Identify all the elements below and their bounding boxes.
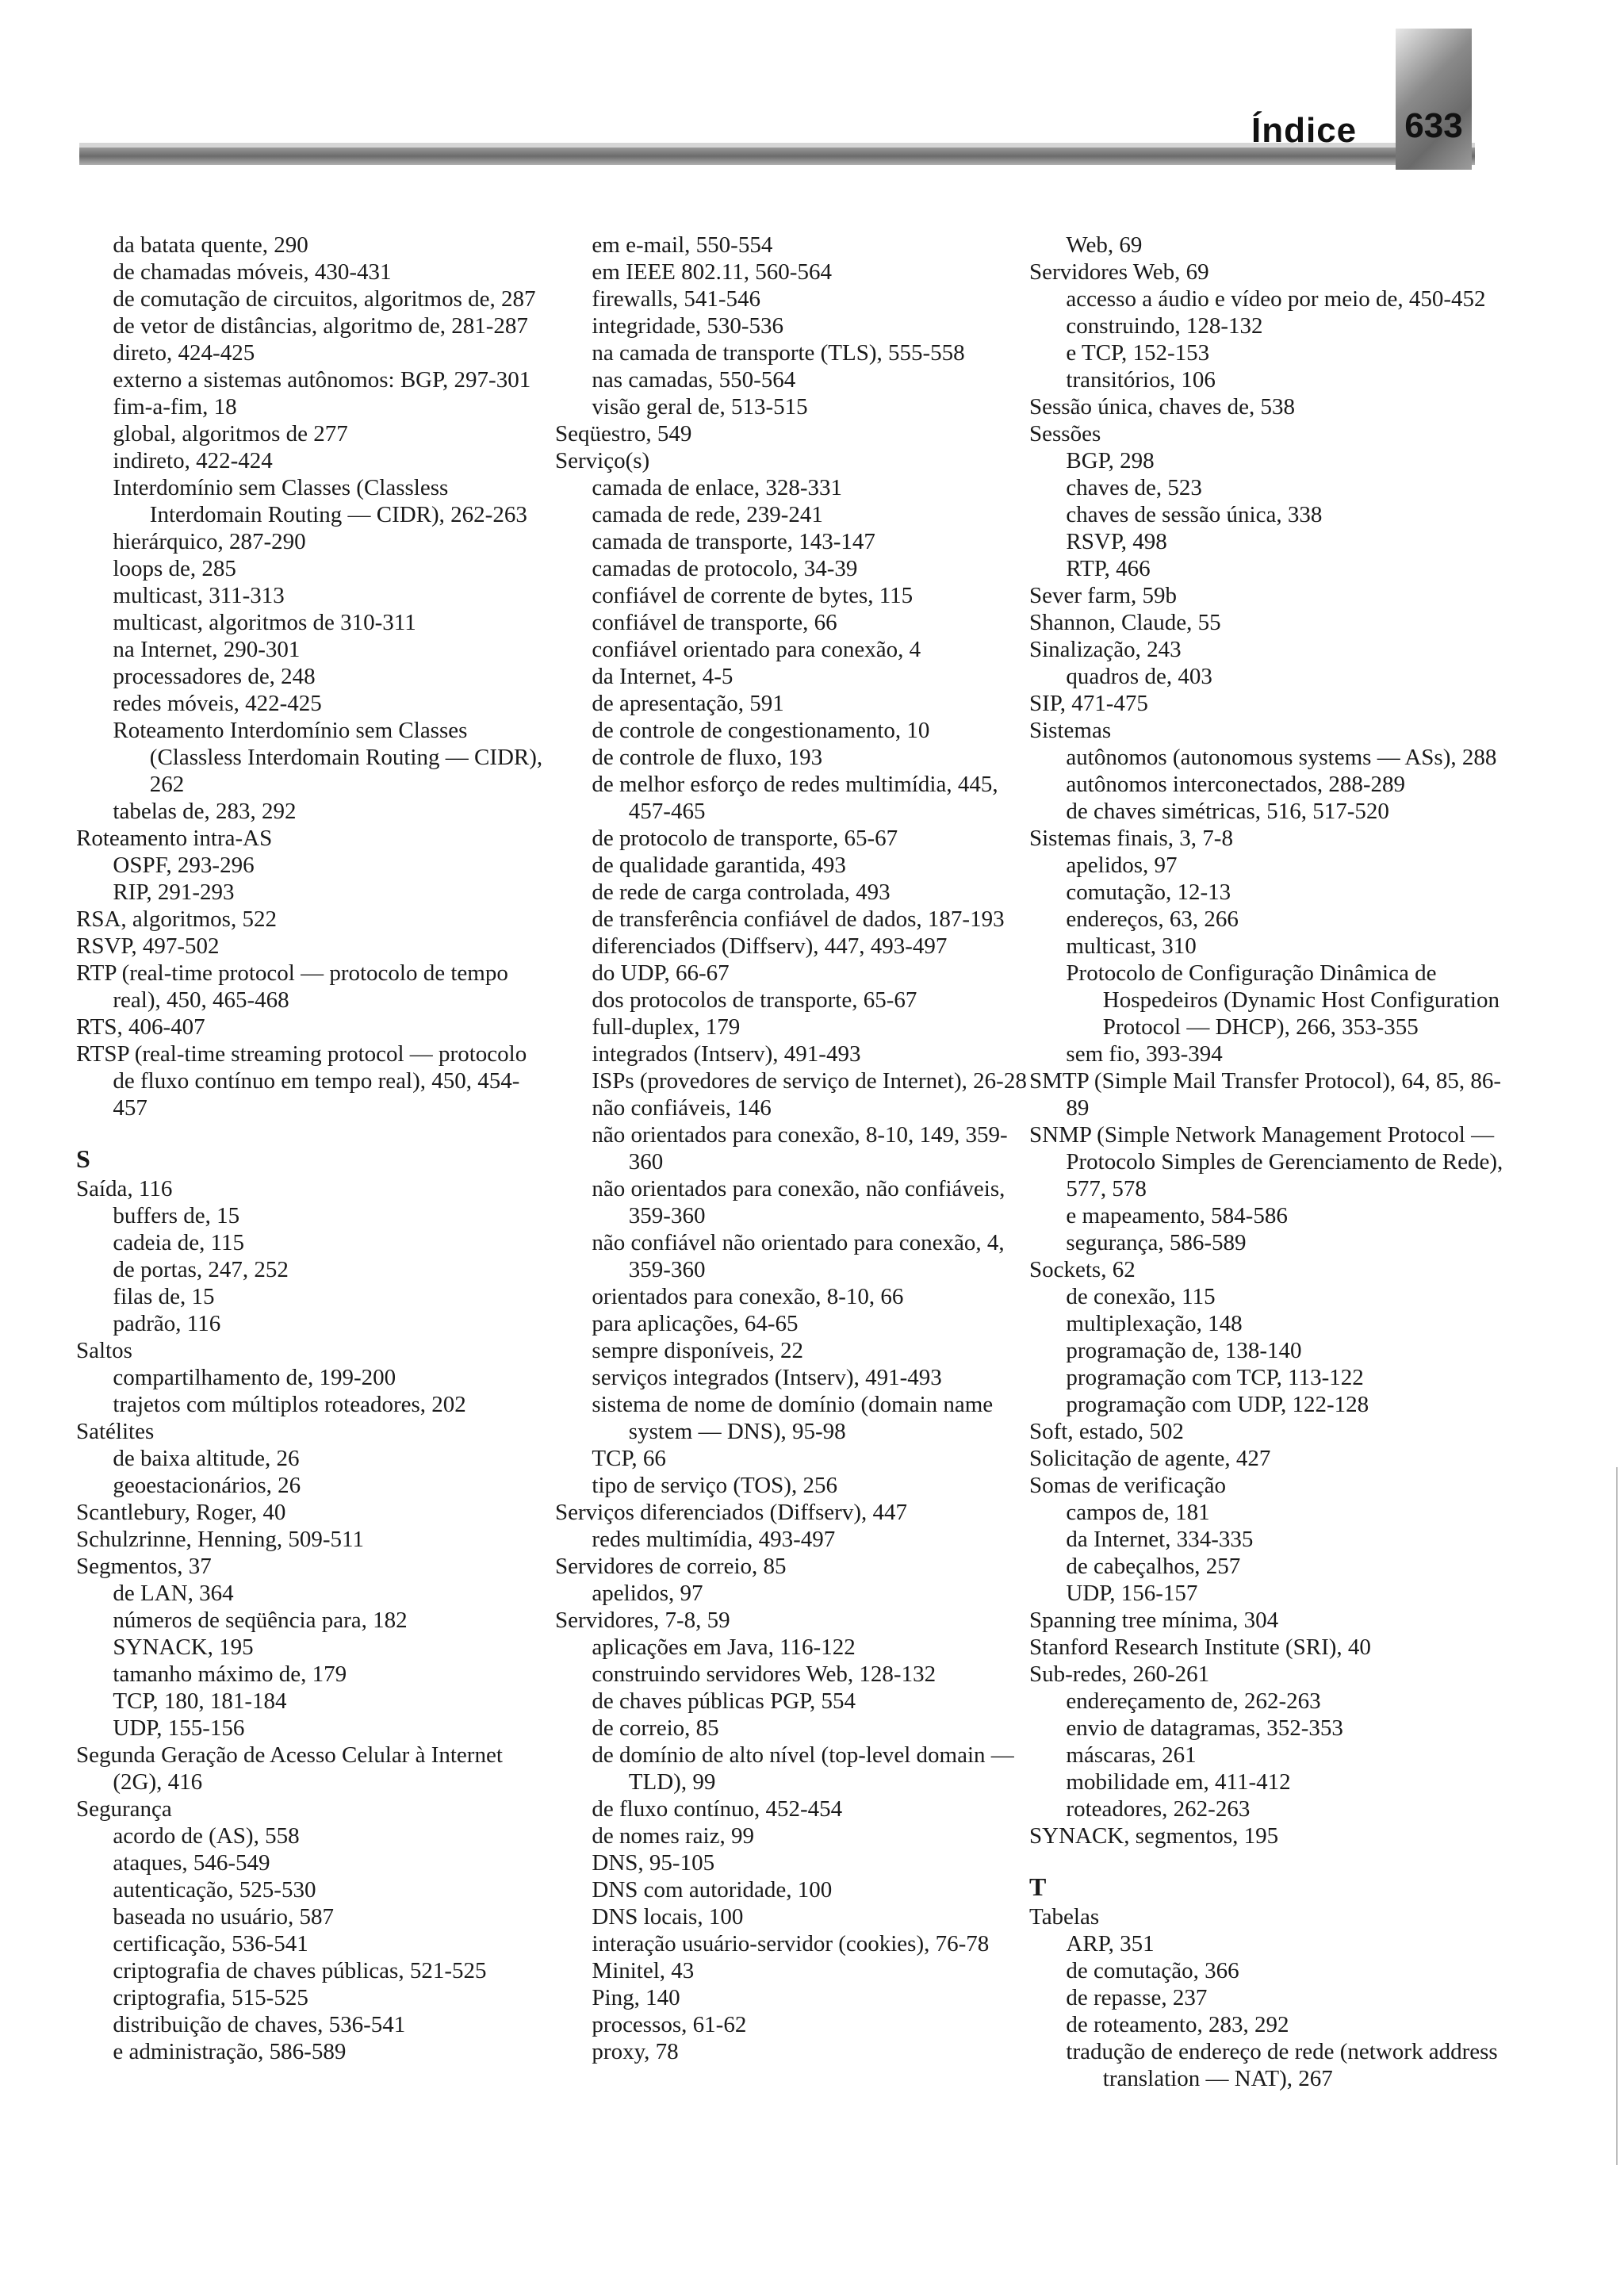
- index-entry: Scantlebury, Roger, 40: [76, 1500, 286, 1525]
- index-subentry: UDP, 155-156: [113, 1715, 245, 1741]
- index-entry: SMTP (Simple Mail Transfer Protocol), 64, 85, 86-89: [1029, 1068, 1502, 1121]
- index-subentry: de cabeçalhos, 257: [1066, 1554, 1241, 1579]
- index-entry: Sever farm, 59b: [1029, 583, 1178, 608]
- index-entry: RTS, 406-407: [76, 1014, 205, 1040]
- index-subentry: roteadores, 262-263: [1066, 1796, 1251, 1822]
- index-subentry: endereçamento de, 262-263: [1066, 1688, 1321, 1714]
- index-entry: SIP, 471-475: [1029, 691, 1148, 716]
- index-subentry: baseada no usuário, 587: [113, 1904, 335, 1930]
- index-subentry: confiável de transporte, 66: [592, 610, 837, 635]
- index-entry: Somas de verificação: [1029, 1473, 1227, 1498]
- index-subentry: camada de enlace, 328-331: [592, 475, 843, 500]
- index-subentry: diferenciados (Diffserv), 447, 493-497: [592, 933, 948, 959]
- index-entry: Schulzrinne, Henning, 509-511: [76, 1527, 364, 1552]
- index-subentry: integrados (Intserv), 491-493: [592, 1041, 861, 1067]
- index-entry: Sub-redes, 260-261: [1029, 1661, 1210, 1687]
- index-subentry: de correio, 85: [592, 1715, 719, 1741]
- index-subentry: não orientados para conexão, 8-10, 149, 359-360: [592, 1122, 1008, 1175]
- index-subentry: números de seqüência para, 182: [113, 1608, 408, 1633]
- index-subentry: hierárquico, 287-290: [113, 529, 306, 554]
- index-subentry: cadeia de, 115: [113, 1230, 244, 1255]
- index-entry: Segurança: [76, 1796, 172, 1822]
- index-subentry: transitórios, 106: [1066, 367, 1216, 393]
- index-subentry: confiável de corrente de bytes, 115: [592, 583, 914, 608]
- index-subentry: multicast, algoritmos de 310-311: [113, 610, 416, 635]
- index-entry: Saltos: [76, 1338, 132, 1363]
- index-subentry: Ping, 140: [592, 1985, 680, 2010]
- index-subentry: multicast, 311-313: [113, 583, 285, 608]
- index-entry: Stanford Research Institute (SRI), 40: [1029, 1635, 1371, 1660]
- section-letter: S: [76, 1144, 90, 1173]
- index-subentry: de transferência confiável de dados, 187-193: [592, 906, 1005, 932]
- index-subentry: na Internet, 290-301: [113, 637, 301, 662]
- index-subentry: não orientados para conexão, não confiáveis, 359-360: [592, 1176, 1005, 1228]
- index-subentry: de comutação de circuitos, algoritmos de, 287: [113, 286, 536, 312]
- index-subentry: em e-mail, 550-554: [592, 232, 773, 258]
- index-subentry: trajetos com múltiplos roteadores, 202: [113, 1392, 466, 1417]
- index-subentry: de baixa altitude, 26: [113, 1446, 300, 1471]
- index-subentry: geoestacionários, 26: [113, 1473, 301, 1498]
- index-subentry: endereços, 63, 266: [1066, 906, 1239, 932]
- index-entry: Servidores, 7-8, 59: [555, 1608, 730, 1633]
- index-subentry: Web, 69: [1066, 232, 1143, 258]
- index-subentry: de controle de congestionamento, 10: [592, 718, 930, 743]
- page-edge-line: [1616, 1467, 1618, 2165]
- index-entry: Serviços diferenciados (Diffserv), 447: [555, 1500, 907, 1525]
- index-subentry: criptografia, 515-525: [113, 1985, 308, 2010]
- index-subentry: UDP, 156-157: [1066, 1581, 1198, 1606]
- index-subentry: quadros de, 403: [1066, 664, 1212, 689]
- index-subentry: de controle de fluxo, 193: [592, 745, 823, 770]
- index-subentry: em IEEE 802.11, 560-564: [592, 259, 832, 285]
- index-entry: Sessões: [1029, 421, 1101, 446]
- index-subentry: de conexão, 115: [1066, 1284, 1216, 1309]
- index-entry: Segunda Geração de Acesso Celular à Internet (2G), 416: [76, 1742, 503, 1795]
- index-entry: SNMP (Simple Network Management Protocol — Protocolo Simples de Gerenciamento de Rede), 577, 578: [1029, 1122, 1503, 1201]
- index-subentry: de LAN, 364: [113, 1581, 234, 1606]
- index-subentry: ataques, 546-549: [113, 1850, 270, 1876]
- index-subentry: não confiáveis, 146: [592, 1095, 772, 1121]
- index-entry: Servidores de correio, 85: [555, 1554, 787, 1579]
- index-subentry: TCP, 180, 181-184: [113, 1688, 287, 1714]
- index-subentry: apelidos, 97: [1066, 853, 1178, 878]
- index-subentry: de chamadas móveis, 430-431: [113, 259, 392, 285]
- index-subentry: de domínio de alto nível (top-level domain — TLD), 99: [592, 1742, 1014, 1795]
- index-subentry: global, algoritmos de 277: [113, 421, 348, 446]
- index-subentry: distribuição de chaves, 536-541: [113, 2012, 406, 2037]
- index-subentry: criptografia de chaves públicas, 521-525: [113, 1958, 487, 1983]
- index-entry: Sinalização, 243: [1029, 637, 1182, 662]
- index-entry: RSA, algoritmos, 522: [76, 906, 277, 932]
- section-letter: T: [1029, 1872, 1047, 1901]
- index-entry: Segmentos, 37: [76, 1554, 212, 1579]
- index-subentry: RIP, 291-293: [113, 880, 235, 905]
- page-number: 633: [1404, 106, 1463, 145]
- index-subentry: programação com UDP, 122-128: [1066, 1392, 1369, 1417]
- index-subentry: de comutação, 366: [1066, 1958, 1239, 1983]
- index-entry: Sistemas: [1029, 718, 1112, 743]
- index-subentry: para aplicações, 64-65: [592, 1311, 799, 1336]
- index-subentry: segurança, 586-589: [1066, 1230, 1247, 1255]
- index-subentry: DNS, 95-105: [592, 1850, 715, 1876]
- index-subentry: Interdomínio sem Classes (Classless Interdomain Routing — CIDR), 262-263: [113, 475, 527, 527]
- index-entry: RTP (real-time protocol — protocolo de tempo real), 450, 465-468: [76, 960, 508, 1013]
- index-subentry: chaves de sessão única, 338: [1066, 502, 1323, 527]
- index-subentry: máscaras, 261: [1066, 1742, 1197, 1768]
- index-subentry: redes multimídia, 493-497: [592, 1527, 836, 1552]
- index-subentry: de rede de carga controlada, 493: [592, 880, 891, 905]
- index-subentry: de nomes raiz, 99: [592, 1823, 754, 1849]
- index-subentry: sempre disponíveis, 22: [592, 1338, 804, 1363]
- index-subentry: tamanho máximo de, 179: [113, 1661, 347, 1687]
- index-subentry: BGP, 298: [1066, 448, 1155, 473]
- index-subentry: tradução de endereço de rede (network address translation — NAT), 267: [1066, 2039, 1498, 2091]
- index-entry: Solicitação de agente, 427: [1029, 1446, 1271, 1471]
- index-subentry: campos de, 181: [1066, 1500, 1210, 1525]
- index-subentry: loops de, 285: [113, 556, 236, 581]
- index-subentry: de portas, 247, 252: [113, 1257, 289, 1282]
- index-subentry: camadas de protocolo, 34-39: [592, 556, 858, 581]
- index-subentry: tipo de serviço (TOS), 256: [592, 1473, 837, 1498]
- index-subentry: de melhor esforço de redes multimídia, 445, 457-465: [592, 772, 998, 824]
- index-subentry: autenticação, 525-530: [113, 1877, 316, 1903]
- index-entry: Sessão única, chaves de, 538: [1029, 394, 1296, 420]
- index-subentry: envio de datagramas, 352-353: [1066, 1715, 1343, 1741]
- index-entry: Seqüestro, 549: [555, 421, 692, 446]
- index-subentry: firewalls, 541-546: [592, 286, 761, 312]
- index-subentry: processos, 61-62: [592, 2012, 747, 2037]
- index-subentry: construindo servidores Web, 128-132: [592, 1661, 936, 1687]
- index-subentry: multicast, 310: [1066, 933, 1197, 959]
- index-subentry: programação com TCP, 113-122: [1066, 1365, 1364, 1390]
- index-subentry: orientados para conexão, 8-10, 66: [592, 1284, 904, 1309]
- index-subentry: OSPF, 293-296: [113, 853, 255, 878]
- index-column-1: [76, 232, 552, 2065]
- index-subentry: multiplexação, 148: [1066, 1311, 1243, 1336]
- index-subentry: TCP, 66: [592, 1446, 666, 1471]
- index-subentry: RTP, 466: [1066, 556, 1151, 581]
- index-subentry: externo a sistemas autônomos: BGP, 297-301: [113, 367, 531, 393]
- index-subentry: autônomos (autonomous systems — ASs), 288: [1066, 745, 1497, 770]
- index-entry: Spanning tree mínima, 304: [1029, 1608, 1279, 1633]
- index-subentry: Roteamento Interdomínio sem Classes (Classless Interdomain Routing — CIDR), 262: [113, 718, 543, 797]
- index-column-3: [1029, 232, 1521, 2092]
- index-subentry: do UDP, 66-67: [592, 960, 730, 986]
- index-subentry: tabelas de, 283, 292: [113, 799, 297, 824]
- index-subentry: de chaves públicas PGP, 554: [592, 1688, 856, 1714]
- index-subentry: da Internet, 4-5: [592, 664, 733, 689]
- index-subentry: e administração, 586-589: [113, 2039, 347, 2064]
- index-subentry: camada de rede, 239-241: [592, 502, 823, 527]
- index-entry: Shannon, Claude, 55: [1029, 610, 1221, 635]
- index-subentry: sem fio, 393-394: [1066, 1041, 1223, 1067]
- index-subentry: filas de, 15: [113, 1284, 215, 1309]
- index-subentry: de roteamento, 283, 292: [1066, 2012, 1289, 2037]
- index-subentry: de apresentação, 591: [592, 691, 784, 716]
- page-number-tab: [1396, 29, 1472, 170]
- index-subentry: de fluxo contínuo, 452-454: [592, 1796, 843, 1822]
- running-header-title: Índice: [1251, 111, 1358, 150]
- index-column-2: [555, 232, 1039, 2065]
- index-entry: RSVP, 497-502: [76, 933, 220, 959]
- index-subentry: Protocolo de Configuração Dinâmica de Hospedeiros (Dynamic Host Configuration Protocol — DHCP), 266, 353-355: [1066, 960, 1500, 1040]
- index-subentry: da batata quente, 290: [113, 232, 308, 258]
- index-subentry: chaves de, 523: [1066, 475, 1202, 500]
- index-subentry: sistema de nome de domínio (domain name system — DNS), 95-98: [592, 1392, 994, 1444]
- index-subentry: da Internet, 334-335: [1066, 1527, 1254, 1552]
- index-subentry: full-duplex, 179: [592, 1014, 741, 1040]
- index-subentry: direto, 424-425: [113, 340, 255, 366]
- index-subentry: camada de transporte, 143-147: [592, 529, 875, 554]
- index-subentry: e TCP, 152-153: [1066, 340, 1210, 366]
- index-entry: RTSP (real-time streaming protocol — protocolo de fluxo contínuo em tempo real), 450, 454-457: [76, 1041, 527, 1121]
- index-subentry: de chaves simétricas, 516, 517-520: [1066, 799, 1389, 824]
- index-subentry: integridade, 530-536: [592, 313, 784, 339]
- index-subentry: DNS locais, 100: [592, 1904, 744, 1930]
- index-subentry: DNS com autoridade, 100: [592, 1877, 833, 1903]
- index-entry: Serviço(s): [555, 448, 650, 473]
- index-subentry: construindo, 128-132: [1066, 313, 1263, 339]
- index-subentry: processadores de, 248: [113, 664, 316, 689]
- index-subentry: interação usuário-servidor (cookies), 76-78: [592, 1931, 990, 1956]
- index-subentry: programação de, 138-140: [1066, 1338, 1302, 1363]
- index-subentry: confiável orientado para conexão, 4: [592, 637, 921, 662]
- index-entry: SYNACK, segmentos, 195: [1029, 1823, 1279, 1849]
- index-subentry: acordo de (AS), 558: [113, 1823, 300, 1849]
- index-subentry: Minitel, 43: [592, 1958, 695, 1983]
- index-subentry: de vetor de distâncias, algoritmo de, 281-287: [113, 313, 528, 339]
- index-subentry: não confiável não orientado para conexão, 4, 359-360: [592, 1230, 1005, 1282]
- index-subentry: compartilhamento de, 199-200: [113, 1365, 396, 1390]
- index-subentry: accesso a áudio e vídeo por meio de, 450-452: [1066, 286, 1486, 312]
- index-entry: Soft, estado, 502: [1029, 1419, 1184, 1444]
- index-entry: Roteamento intra-AS: [76, 826, 273, 851]
- index-entry: Sistemas finais, 3, 7-8: [1029, 826, 1233, 851]
- index-subentry: ARP, 351: [1066, 1931, 1155, 1956]
- index-entry: Satélites: [76, 1419, 155, 1444]
- index-subentry: padrão, 116: [113, 1311, 221, 1336]
- index-subentry: de repasse, 237: [1066, 1985, 1208, 2010]
- index-subentry: dos protocolos de transporte, 65-67: [592, 987, 917, 1013]
- index-subentry: autônomos interconectados, 288-289: [1066, 772, 1406, 797]
- index-subentry: redes móveis, 422-425: [113, 691, 322, 716]
- index-subentry: SYNACK, 195: [113, 1635, 254, 1660]
- index-subentry: de protocolo de transporte, 65-67: [592, 826, 898, 851]
- index-subentry: aplicações em Java, 116-122: [592, 1635, 856, 1660]
- index-subentry: fim-a-fim, 18: [113, 394, 237, 420]
- index-subentry: serviços integrados (Intserv), 491-493: [592, 1365, 942, 1390]
- index-subentry: e mapeamento, 584-586: [1066, 1203, 1288, 1228]
- index-entry: Servidores Web, 69: [1029, 259, 1209, 285]
- index-subentry: na camada de transporte (TLS), 555-558: [592, 340, 965, 366]
- index-subentry: mobilidade em, 411-412: [1066, 1769, 1291, 1795]
- index-subentry: visão geral de, 513-515: [592, 394, 808, 420]
- index-subentry: nas camadas, 550-564: [592, 367, 796, 393]
- index-entry: Saída, 116: [76, 1176, 173, 1201]
- index-subentry: certificação, 536-541: [113, 1931, 308, 1956]
- index-entry: Sockets, 62: [1029, 1257, 1136, 1282]
- index-subentry: de qualidade garantida, 493: [592, 853, 846, 878]
- index-subentry: comutação, 12-13: [1066, 880, 1231, 905]
- index-subentry: apelidos, 97: [592, 1581, 703, 1606]
- index-subentry: buffers de, 15: [113, 1203, 240, 1228]
- index-subentry: indireto, 422-424: [113, 448, 273, 473]
- index-subentry: ISPs (provedores de serviço de Internet), 26-28: [592, 1068, 1027, 1094]
- index-subentry: RSVP, 498: [1066, 529, 1167, 554]
- index-entry: Tabelas: [1029, 1904, 1100, 1930]
- index-subentry: proxy, 78: [592, 2039, 679, 2064]
